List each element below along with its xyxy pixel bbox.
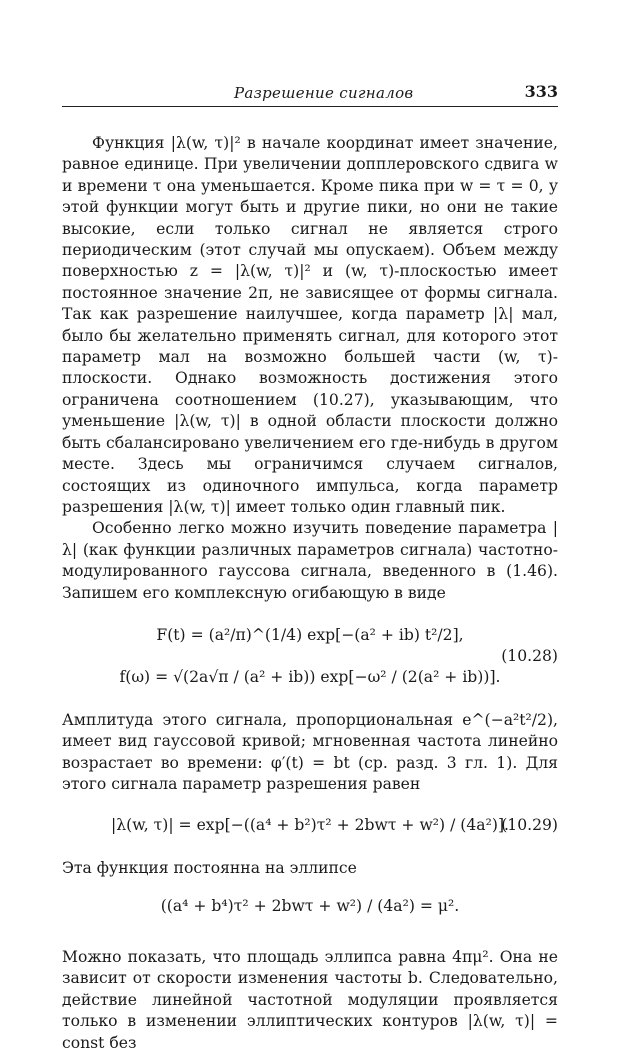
equation-block-10-28 — [62, 614, 558, 698]
paragraph-5: Можно показать, что площадь эллипса равна 4πμ². Она не зависит от скорости изменения частоты b. Следовательно, действие линейной частотной модуляции проявляется только в изменении эллиптических контуров |λ(w, τ)| = const без — [62, 947, 558, 1052]
equation-block-10-29 — [62, 804, 558, 846]
page-number: 333 — [524, 82, 558, 101]
book-page — [62, 82, 558, 1054]
equation-number-10-29: (10.29) — [501, 815, 558, 834]
equation-block-ellipse — [62, 885, 558, 927]
equation-f-of-omega: f(ω) = √(2a√π / (a² + ib)) exp[−ω² / (2(a² + ib))]. — [119, 667, 501, 686]
paragraph-3: Амплитуда этого сигнала, пропорциональная e^(−a²t²/2), имеет вид гауссовой кривой; мгновенная частота линейно возрастает во времени: φ′(t) = bt (ср. разд. 3 гл. 1). Для этого сигнала параметр разрешения равен — [62, 710, 558, 794]
page-header — [62, 82, 558, 107]
paragraph-4: Эта функция постоянна на эллипсе — [62, 858, 357, 877]
equation-ellipse: ((a⁴ + b⁴)τ² + 2bwτ + w²) / (4a²) = μ². — [160, 896, 460, 915]
page-body — [62, 133, 558, 1054]
running-title: Разрешение сигналов — [234, 84, 414, 102]
paragraph-1: Функция |λ(w, τ)|² в начале координат имеет значение, равное единице. При увеличении допплеровского сдвига w и времени τ она уменьшается. Кроме пика при w = τ = 0, у этой функции могут быть и другие пики, но они не такие высокие, если только сигнал не является строго периодическим (этот случай мы опускаем). Объем между поверхностью z = |λ(w, τ)|² и (w, τ)-плоскостью имеет постоянное значение 2π, не зависящее от формы сигнала. Так как разрешение наилучшее, когда параметр |λ| мал, было бы желательно применять сигнал, для которого этот параметр мал на возможно большей части (w, τ)-плоскости. Однако возможность достижения этого ограничена соотношением (10.27), указывающим, что уменьшение |λ(w, τ)| в одной области плоскости должно быть сбалансировано увеличением его где-нибудь в другом месте. Здесь мы ограничимся случаем сигналов, состоящих из одиночного импульса, когда параметр разрешения |λ(w, τ)| имеет только один главный пик. — [62, 134, 558, 516]
equation-lambda: |λ(w, τ)| = exp[−((a⁴ + b²)τ² + 2bwτ + w²) / (4a²)]. — [111, 815, 509, 834]
equation-number-10-28: (10.28) — [501, 646, 558, 665]
equation-F-of-t: F(t) = (a²/π)^(1/4) exp[−(a² + ib) t²/2], — [156, 625, 464, 644]
paragraph-2: Особенно легко можно изучить поведение параметра |λ| (как функции различных параметров сигнала) частотно-модулированного гауссова сигнала, введенного в (1.46). Запишем его комплексную огибающую в виде — [62, 519, 558, 602]
